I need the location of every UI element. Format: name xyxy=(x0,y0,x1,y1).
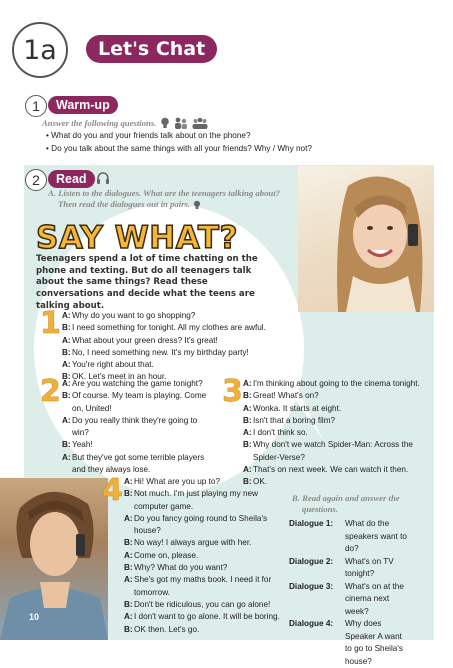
question-row xyxy=(289,556,414,581)
dialogue-line xyxy=(124,574,284,599)
speaker: A: xyxy=(124,550,133,560)
dialogue-3-number: 3 xyxy=(222,374,243,409)
dialogue-line xyxy=(124,624,284,636)
question-label: Dialogue 4: xyxy=(289,619,334,628)
speaker: B: xyxy=(62,372,71,382)
headphones-icon xyxy=(96,171,110,185)
dialogue-line xyxy=(62,347,302,359)
line-text: No, I need something new. It's my birthday party! xyxy=(72,347,249,357)
line-text: Don't be ridiculous, you can go alone! xyxy=(134,599,271,609)
line-text: Why do you want to go shopping? xyxy=(72,311,196,320)
speaker: B: xyxy=(124,624,133,634)
speaker: B: xyxy=(243,415,252,425)
speaker: B: xyxy=(243,391,252,401)
speaker: B: xyxy=(124,489,133,499)
speaker: A: xyxy=(62,311,71,320)
dialogue-line xyxy=(243,415,428,427)
warmup-instruction-row xyxy=(42,117,208,129)
line-text: That's on next week. We can watch it then. xyxy=(253,465,409,475)
dialogue-line xyxy=(243,378,428,390)
speaker: A: xyxy=(243,428,252,438)
line-text: I don't want to go alone. It will be boring. xyxy=(134,612,280,622)
line-text: Isn't that a boring film? xyxy=(253,415,336,425)
warmup-instruction: Answer the following questions. xyxy=(42,117,157,128)
dialogue-line xyxy=(124,537,284,549)
question-text: What do the speakers want to do? xyxy=(345,519,407,553)
speaker: A: xyxy=(243,465,252,475)
pair-work-icon xyxy=(174,117,188,129)
task-b-questions xyxy=(289,518,414,668)
line-text: I don't think so. xyxy=(253,428,308,438)
dialogue-line xyxy=(62,359,302,371)
lightbulb-icon xyxy=(160,117,170,129)
dialogue-4-number: 4 xyxy=(102,473,123,508)
task-b-title-line1: B. Read again and answer the xyxy=(292,493,400,503)
read-number: 2 xyxy=(25,169,47,191)
group-work-icon xyxy=(192,117,208,129)
question-label: Dialogue 3: xyxy=(289,581,334,591)
dialogue-3 xyxy=(243,378,428,489)
question-text: Why does Speaker A want to go to Sheila's house? xyxy=(345,619,404,666)
line-text: Why? What do you want? xyxy=(134,563,228,573)
line-text: You're right about that. xyxy=(72,360,154,370)
dialogue-line xyxy=(124,599,284,611)
read-instruction-line2: Then read the dialogues out in pairs. xyxy=(58,199,191,209)
speaker: A: xyxy=(124,513,133,523)
intro-text: Teenagers spend a lot of time chatting on the phone and texting. But do all teenagers talk about the same things? Read these conversations and decide what the teens are talking about. xyxy=(36,254,258,311)
read-title: Read xyxy=(48,170,95,188)
read-instruction-line1: A. Listen to the dialogues. What are the teenagers talking about? xyxy=(48,188,281,198)
task-b-title-line2: questions. xyxy=(302,504,338,514)
line-text: OK. Let's meet in an hour. xyxy=(72,372,167,382)
boy-on-phone-photo xyxy=(0,478,108,640)
speaker: A: xyxy=(243,403,252,413)
speaker: B: xyxy=(62,347,71,357)
line-text: I'm thinking about going to the cinema tonight. xyxy=(253,379,420,388)
line-text: She's got my maths book. I need it for tomorrow. xyxy=(134,575,272,597)
line-text: What about your green dress? It's great! xyxy=(72,335,218,345)
warmup-number: 1 xyxy=(25,95,47,117)
dialogue-line xyxy=(243,403,428,415)
line-text: Do you really think they're going to win? xyxy=(72,415,198,438)
speaker: B: xyxy=(124,538,133,548)
question-row xyxy=(289,618,414,668)
line-text: No way! I always argue with her. xyxy=(134,538,252,548)
lesson-title: Let's Chat xyxy=(86,35,217,63)
dialogue-1 xyxy=(62,310,302,384)
line-text: Why don't we watch Spider-Man: Across the Spider-Verse? xyxy=(253,440,413,462)
dialogue-line xyxy=(124,562,284,574)
dialogue-line xyxy=(62,335,302,347)
question-label: Dialogue 2: xyxy=(289,556,334,566)
dialogue-line xyxy=(62,310,302,322)
line-text: Yeah! xyxy=(72,440,93,450)
dialogue-line xyxy=(124,611,284,623)
girl-on-phone-photo xyxy=(298,166,434,312)
line-text: Of course. My team is playing. Come on, United! xyxy=(72,391,207,413)
dialogue-line xyxy=(62,415,216,440)
speaker: A: xyxy=(62,379,71,388)
dialogue-line xyxy=(62,439,216,451)
dialogue-line xyxy=(124,488,284,513)
speaker: A: xyxy=(124,477,133,486)
line-text: Are you watching the game tonight? xyxy=(72,379,203,388)
dialogue-line xyxy=(243,390,428,402)
page-number: 10 xyxy=(29,612,40,622)
speaker: A: xyxy=(62,415,71,425)
line-text: Great! What's on? xyxy=(253,391,319,401)
line-text: Hi! What are you up to? xyxy=(134,477,221,486)
speaker: A: xyxy=(124,575,133,585)
warmup-question: • What do you and your friends talk about on the phone? xyxy=(46,129,312,142)
dialogue-line xyxy=(243,427,428,439)
speaker: A: xyxy=(62,335,71,345)
line-text: But they've got some terrible players and they always lose. xyxy=(72,452,205,475)
line-text: Come on, please. xyxy=(134,550,199,560)
speaker: A: xyxy=(124,612,133,622)
warmup-question: • Do you talk about the same things with all your friends? Why / Why not? xyxy=(46,142,312,155)
question-text: What's on TV tonight? xyxy=(345,556,394,578)
headline: SAY WHAT? xyxy=(36,220,238,256)
task-b-title xyxy=(292,493,400,515)
dialogue-2 xyxy=(62,378,216,476)
dialogue-2-number: 2 xyxy=(40,374,61,409)
speaker: B: xyxy=(62,440,71,450)
warmup-title: Warm-up xyxy=(48,96,118,114)
dialogue-line xyxy=(243,464,428,476)
dialogue-line xyxy=(62,378,216,390)
line-text: Do you fancy going round to Sheila's house? xyxy=(134,513,268,536)
speaker: B: xyxy=(124,563,133,573)
dialogue-line xyxy=(124,513,284,538)
read-instruction-a xyxy=(48,188,280,210)
dialogue-line xyxy=(62,390,216,415)
speaker: B: xyxy=(62,391,71,401)
speaker: B: xyxy=(243,440,252,450)
line-text: OK then. Let's go. xyxy=(134,624,200,634)
question-label: Dialogue 1: xyxy=(289,519,334,528)
speaker: A: xyxy=(62,452,71,462)
speaker: B: xyxy=(62,323,71,333)
dialogue-4 xyxy=(124,476,284,636)
speaker: B: xyxy=(124,599,133,609)
read-instruction-line2-row xyxy=(48,199,280,210)
dialogue-line xyxy=(62,452,216,477)
speaker: B: xyxy=(243,477,252,487)
warmup-questions xyxy=(46,129,312,155)
dialogue-line xyxy=(124,476,284,488)
lightbulb-icon xyxy=(193,200,201,210)
line-text: I need something for tonight. All my clothes are awful. xyxy=(72,323,266,333)
line-text: Not much. I'm just playing my new computer game. xyxy=(134,489,258,511)
dialogue-line xyxy=(243,439,428,464)
line-text: Wonka. It starts at eight. xyxy=(253,403,342,413)
question-row xyxy=(289,581,414,619)
line-text: OK. xyxy=(253,477,268,487)
speaker: A: xyxy=(243,379,252,388)
dialogue-line xyxy=(124,550,284,562)
dialogue-line xyxy=(62,322,302,334)
question-text: What's on at the cinema next week? xyxy=(345,581,404,616)
unit-number: 1a xyxy=(12,22,68,78)
question-row xyxy=(289,518,414,556)
dialogue-1-number: 1 xyxy=(40,306,61,341)
speaker: A: xyxy=(62,360,71,370)
